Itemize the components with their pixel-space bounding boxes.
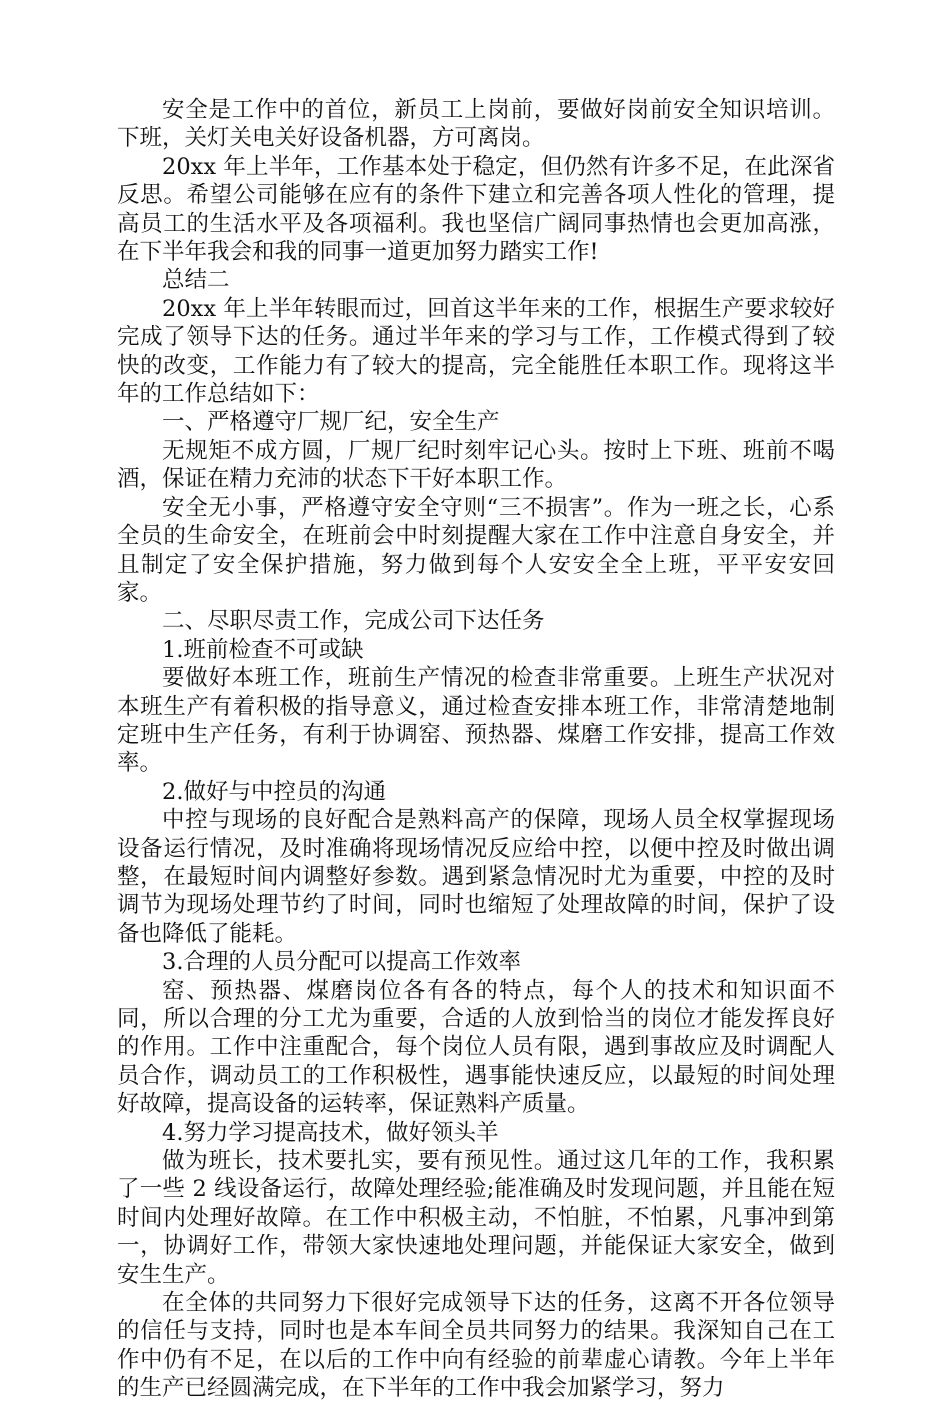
paragraph-learning: 做为班长，技术要扎实，要有预见性。通过这几年的工作，我积累了一些 2 线设备运行，故障处理经验;能准确及时发现问题，并且能在短时间内处理好故障。在工作中积极主动，不怕脏，不怕累，凡事冲到第一，协调好工作，带领大家快速地处理问题，并能保证大家安全，做到安生生产。 [117,1148,835,1288]
paragraph-rules: 无规矩不成方圆，厂规厂纪时刻牢记心头。按时上下班、班前不喝酒，保证在精力充沛的状态下干好本职工作。 [117,437,835,493]
subheading-learning: 4.努力学习提高技术，做好领头羊 [162,1119,499,1146]
heading-strict-rules: 一、严格遵守厂规厂纪，安全生产 [162,409,500,436]
paragraph-first-half-reflection: 20xx 年上半年，工作基本处于稳定，但仍然有许多不足，在此深省反思。希望公司能够在应有的条件下建立和完善各项人性化的管理，提高员工的生活水平及各项福利。我也坚信广阔同事热情也会更加高涨，在下半年我会和我的同事一道更加努力踏实工作! [117,153,835,266]
paragraph-summary-intro: 20xx 年上半年转眼而过，回首这半年来的工作，根据生产要求较好完成了领导下达的任务。通过半年来的学习与工作，工作模式得到了较快的改变，工作能力有了较大的提高，完全能胜任本职工作。现将这半年的工作总结如下： [117,295,835,408]
paragraph-pre-shift-check: 要做好本班工作，班前生产情况的检查非常重要。上班生产状况对本班生产有着积极的指导意义，通过检查安排本班工作，非常清楚地制定班中生产任务，有利于协调窑、预热器、煤磨工作安排，提高工作效率。 [117,665,835,777]
section-heading-summary-two: 总结二 [162,267,230,294]
subheading-staff-allocation: 3.合理的人员分配可以提高工作效率 [162,949,521,976]
paragraph-communication: 中控与现场的良好配合是熟料高产的保障，现场人员全权掌握现场设备运行情况，及时准确将现场情况反应给中控，以便中控及时做出调整，在最短时间内调整好参数。遇到紧急情况时尤为重要，中控的及时调节为现场处理节约了时间，同时也缩短了处理故障的时间，保护了设备也降低了能耗。 [117,807,835,947]
document-body [117,96,835,1403]
paragraph-conclusion: 在全体的共同努力下很好完成领导下达的任务，这离不开各位领导的信任与支持，同时也是本车间全员共同努力的结果。我深知自己在工作中仍有不足，在以后的工作中向有经验的前辈虚心请教。今年上半年的生产已经圆满完成，在下半年的工作中我会加紧学习，努力 [117,1290,835,1402]
subheading-pre-shift-check: 1.班前检查不可或缺 [162,636,364,663]
subheading-communication: 2.做好与中控员的沟通 [162,778,386,805]
paragraph-safety-rules: 安全无小事，严格遵守安全守则“三不损害”。作为一班之长，心系全员的生命安全，在班前会中时刻提醒大家在工作中注意自身安全，并且制定了安全保护措施，努力做到每个人安安全全上班，平平安安回家。 [117,494,835,606]
heading-complete-tasks: 二、尽职尽责工作，完成公司下达任务 [162,608,545,635]
paragraph-staff-allocation: 窑、预热器、煤磨岗位各有各的特点，每个人的技术和知识面不同，所以合理的分工尤为重要，合适的人放到恰当的岗位才能发挥良好的作用。工作中注重配合，每个岗位人员有限，遇到事故应及时调配人员合作，调动员工的工作积极性，遇事能快速反应，以最短的时间处理好故障，提高设备的运转率，保证熟料产质量。 [117,977,835,1118]
paragraph-safety-first: 安全是工作中的首位，新员工上岗前，要做好岗前安全知识培训。下班，关灯关电关好设备机器，方可离岗。 [117,97,835,152]
